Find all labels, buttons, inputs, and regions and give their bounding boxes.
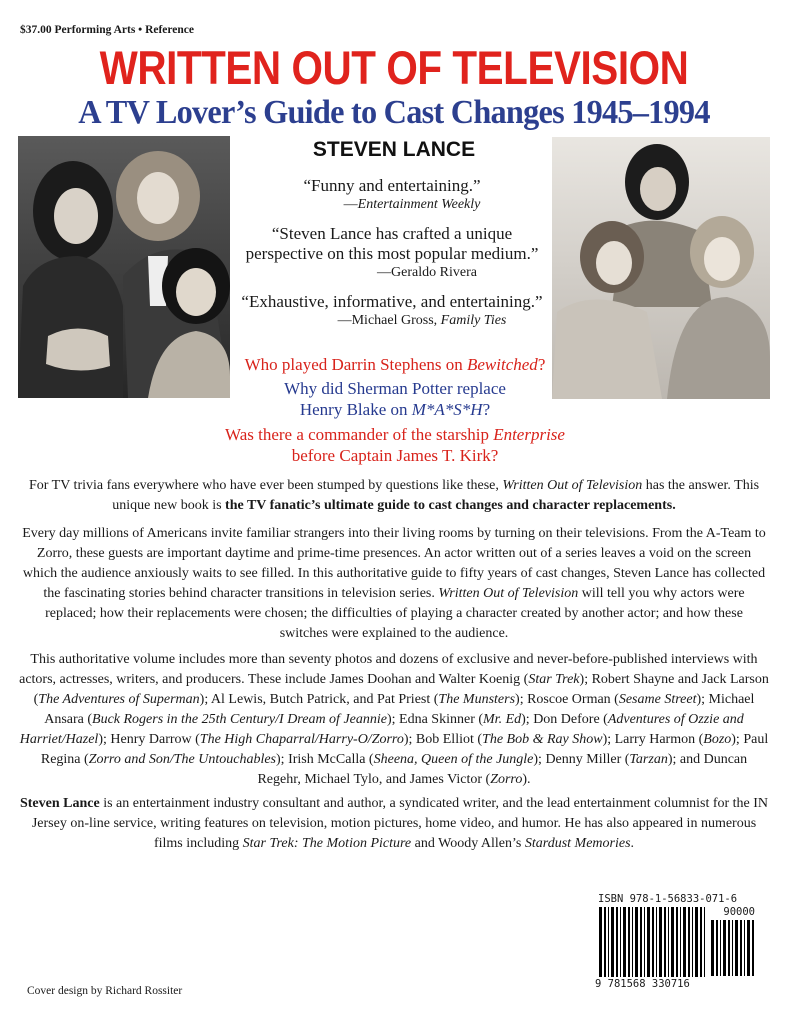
book-title: WRITTEN OUT OF TELEVISION xyxy=(99,41,689,94)
paragraph-description: Every day millions of Americans invite familiar strangers into their living rooms by turning on their televisions. From the A-Team to Zorro, these guests are important daytime and prime-time presences. An actor written out of a series leaves a void on the screen which the audience anxiously waits to see filled. In this authoritative guide to fifty years of cast changes, Steven Lance has collected the fascinating stories behind character transitions in television series. Written Out of Television will tell you why actors were replaced; how their replacements were chosen; the difficulties of playing a character created by another actor; and how these switches were explained to the audience. xyxy=(22,526,766,641)
barcode-bars xyxy=(599,907,709,977)
quote-source: —Michael Gross, Family Ties xyxy=(337,313,507,328)
cast-photo-right xyxy=(552,137,770,399)
cast-photo-left xyxy=(18,136,230,398)
price-category-line: $37.00 Performing Arts • Reference xyxy=(20,24,195,36)
isbn-number: ISBN 978-1-56833-071-6 xyxy=(598,893,738,905)
book-subtitle: A TV Lover’s Guide to Cast Changes 1945–1994 xyxy=(78,94,710,131)
isbn-barcode xyxy=(593,893,757,993)
quote-source: —Geraldo Rivera xyxy=(377,265,477,280)
quote-text: “Funny and entertaining.” xyxy=(303,176,481,195)
paragraph-author-bio: Steven Lance is an entertainment industry consultant and author, a syndicated writer, and the lead entertainment columnist for the IN Jersey on-line service, writing features on television, motion pictures, home video, and humor. He has also appeared in numerous films including Star Trek: The Motion Picture and Woody Allen’s Stardust Memories. xyxy=(19,796,769,851)
paragraph-interviews: This authoritative volume includes more than seventy photos and dozens of exclusive and never-before-published interviews with actors, actresses, writers, and producers. These include James Doohan and Walter Koenig (Star Trek); Robert Shayne and Jack Larson (The Adventures of Superman); Al Lewis, Butch Patrick, and Pat Priest (The Munsters); Roscoe Orman (Sesame Street); Michael Ansara (Buck Rogers in the 25th Century/I Dream of Jeannie); Edna Skinner (Mr. Ed); Don Defore (Adventures of Ozzie and Harriet/Hazel); Henry Darrow (The High Chaparral/Harry-O/Zorro); Bob Elliot (The Bob & Ray Show); Larry Harmon (Bozo); Paul Regina (Zorro and Son/The Untouchables); Irish McCalla (Sheena, Queen of the Jungle); Denny Miller (Tarzan); and Duncan Regehr, Michael Tylo, and James Victor (Zorro). xyxy=(19,652,769,787)
quote-source: —Entertainment Weekly xyxy=(343,197,481,212)
paragraph-intro: For TV trivia fans everywhere who have ever been stumped by questions like these, Written Out of Television has the answer. This unique new book is the TV fanatic’s ultimate guide to cast changes and character replacements. xyxy=(28,478,760,513)
question-1: Who played Darrin Stephens on Bewitched? xyxy=(244,355,546,374)
addon-barcode-bars xyxy=(711,920,755,976)
author-name: STEVEN LANCE xyxy=(312,138,476,161)
ean-digits: 9 781568 330716 xyxy=(595,978,690,990)
question-2: Why did Sherman Potter replace Henry Blake on M*A*S*H? xyxy=(284,379,506,419)
question-3: Was there a commander of the starship Enterprise before Captain James T. Kirk? xyxy=(225,425,565,465)
quote-text: “Exhaustive, informative, and entertaining.” xyxy=(241,292,543,311)
quote-text: “Steven Lance has crafted a unique perspective on this most popular medium.” xyxy=(245,224,539,263)
cover-credit: Cover design by Richard Rossiter xyxy=(27,985,183,997)
review-quotes xyxy=(232,176,552,340)
price-code: 90000 xyxy=(723,906,755,918)
